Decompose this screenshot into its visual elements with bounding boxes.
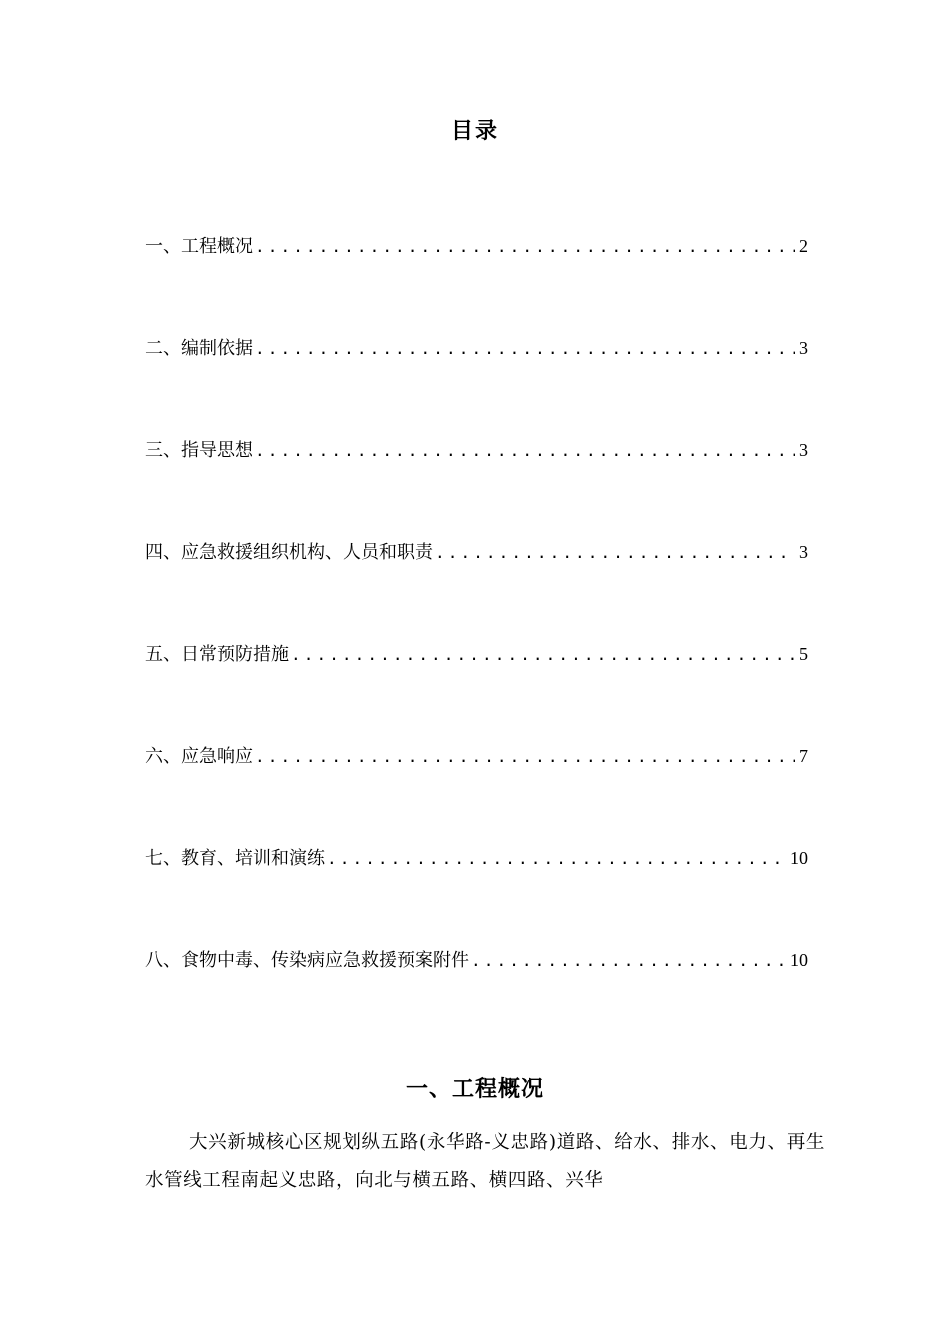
toc-entry-label: 一、工程概况 [145,236,253,257]
toc-entry-label: 七、教育、培训和演练 [145,848,325,869]
toc-page-number: 7 [799,746,808,766]
toc-entry-1[interactable] [145,229,808,331]
toc-entry-4[interactable] [145,535,808,637]
toc-entry-8[interactable] [145,943,808,1045]
toc-page-number: 2 [799,236,808,256]
toc-page-number: 5 [799,644,808,664]
toc-page-number: 3 [799,542,808,562]
toc-page-number: 10 [790,950,808,970]
toc-title: 目录 [450,118,499,144]
body-paragraph: 大兴新城核心区规划纵五路(永华路-义忠路)道路、给水、排水、电力、再生水管线工程南起义忠路，向北与横五路、横四路、兴华 [145,1132,825,1191]
toc-page-number: 3 [799,338,808,358]
toc-entry-6[interactable] [145,739,808,841]
toc-entry-7[interactable] [145,841,808,943]
dot-leader [255,740,795,774]
toc-entry-label: 六、应急响应 [145,746,253,767]
dot-leader [435,536,795,570]
dot-leader [255,230,795,264]
toc-entry-2[interactable] [145,331,808,433]
dot-leader [471,944,786,978]
toc-entry-3[interactable] [145,433,808,535]
toc-entry-label: 五、日常预防措施 [145,644,289,665]
toc-entry-label: 三、指导思想 [145,440,253,461]
toc-entry-5[interactable] [145,637,808,739]
toc-page-number: 3 [799,440,808,460]
dot-leader [255,332,795,366]
toc-entry-label: 四、应急救援组织机构、人员和职责 [145,542,433,563]
section-heading: 一、工程概况 [405,1076,544,1102]
dot-leader [327,842,786,876]
toc-entry-label: 二、编制依据 [145,338,253,359]
dot-leader [255,434,795,468]
toc-entry-label: 八、食物中毒、传染病应急救援预案附件 [145,950,469,971]
toc-page-number: 10 [790,848,808,868]
table-of-contents [145,229,808,1045]
dot-leader [291,638,795,672]
